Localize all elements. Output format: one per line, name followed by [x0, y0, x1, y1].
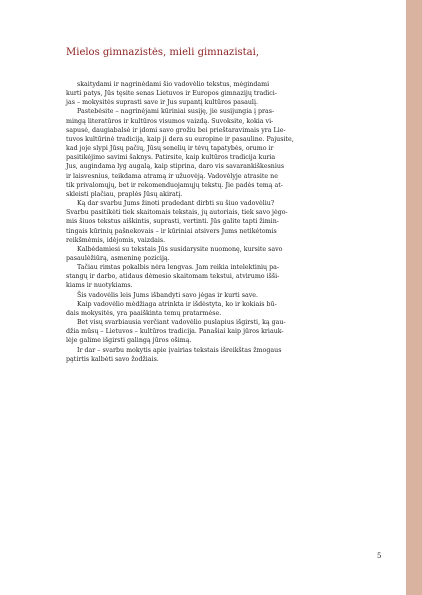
text-line: tik privalomųjų, bet ir rekomenduojamųjų tekstų. Jie padės temą at-	[66, 181, 283, 189]
text-line: Bet visų svarbiausia verčiant vadovėlio puslapius išgirsti, ką gau-	[77, 319, 286, 327]
text-line: ir laisvesnius, teikdama atramą ir užuovėją. Vadovėlyje atrasite ne	[66, 172, 278, 180]
decorative-side-bar	[406, 0, 422, 595]
text-line: tuvos kultūrinė tradicija, kaip ji dera su europine ir pasauline. Pajusite,	[66, 135, 294, 143]
text-line: skaitydami ir nagrinėdami šio vadovėlio tekstus, mėgindami	[77, 81, 270, 88]
text-line: sapusė, daugiabalsė ir įdomi savo grožiu bei prieštaravimais yra Lie-	[66, 126, 286, 134]
text-line: pasaulėžiūrą, asmeninę poziciją.	[66, 254, 170, 262]
text-line: pa̧tirtis kalbėti savo žodžiais.	[66, 355, 159, 363]
text-line: mingą literatūros ir kultūros visumos vaizdą. Suvoksite, kokia vi-	[66, 117, 274, 125]
text-line: kad joje slypi Jūsų pačių, Jūsų senelių ir tėvų tapatybės, orumo ir	[66, 145, 274, 153]
text-line: Šis vadovėlis leis Jums išbandyti savo jėgas ir kurti save.	[77, 291, 258, 299]
text-line: mis šiuos tekstus aiškintis, suprasti, vertinti. Jūs galite tapti žimin-	[66, 218, 279, 226]
text-line: Ir dar – svarbu mokytis apie įvairias tekstais išreikštas žmogaus	[77, 346, 282, 354]
text-line: Jus, augindama lyg augalą, kaip stiprina, daro vis savarankiškesnius	[66, 163, 285, 171]
text-line: pasitikėjimo savimi šaknys. Patirsite, kaip kultūros tradicija kuria	[66, 154, 276, 162]
text-line: Tačiau rimtas pokalbis nėra lengvas. Jam reikia intelektinių pa-	[77, 264, 279, 272]
text-line: skleisti plačiau, praplės Jūsų akiratį.	[66, 190, 183, 198]
text-line: Kalbėdamiesi su tekstais Jūs susidarysite nuomonę, kursite savo	[77, 245, 283, 253]
text-line: lėje galime išgirsti galingą jūros ošimą.	[66, 337, 192, 345]
body-text	[66, 80, 366, 364]
text-line: kurti patys, Jūs tęsite senas Lietuvos ir Europos gimnazijų tradici-	[66, 90, 277, 98]
text-line: stangų ir darbo, atidaus dėmesio skaitomam tekstui, atvirumo išši-	[66, 273, 280, 281]
text-line: Ką dar svarbu Jums žinoti pradedant dirbti su šiuo vadovėliu?	[77, 200, 275, 208]
text-line: Svarbu pasitikėti tiek skaitomais tekstais, jų autoriais, tiek savo jėgo-	[66, 209, 288, 217]
text-line: tingais kūrinių pašnekovais – ir kūriniai atsivers Jums netikėtomis	[66, 227, 277, 235]
page-number: 5	[377, 552, 382, 560]
text-line: Kaip vadovėlio mėdžiaga atrinkta ir išdėstyta, ko ir kokiais bū-	[77, 300, 277, 308]
text-line: dais mokysitės, yra paaiškinta temų pratarmėse.	[66, 309, 222, 317]
text-line: jas – mokysitės suprasti save ir Jus supantį kultūros pasaulį.	[66, 99, 258, 107]
salutation-heading: Mielos gimnazistės, mieli gimnazistai,	[66, 47, 260, 58]
text-line: Pastebėsite – nagrinėjami kūriniai susiję, jie susijungia į pras-	[77, 108, 275, 116]
text-line: kiams ir nuotykiams.	[66, 282, 133, 290]
text-line: džia mūsų – Lietuvos – kultūros tradicija. Panašiai kaip jūros kriauk-	[66, 328, 284, 336]
text-line: reikšmėmis, idėjomis, vaizdais.	[66, 236, 166, 244]
